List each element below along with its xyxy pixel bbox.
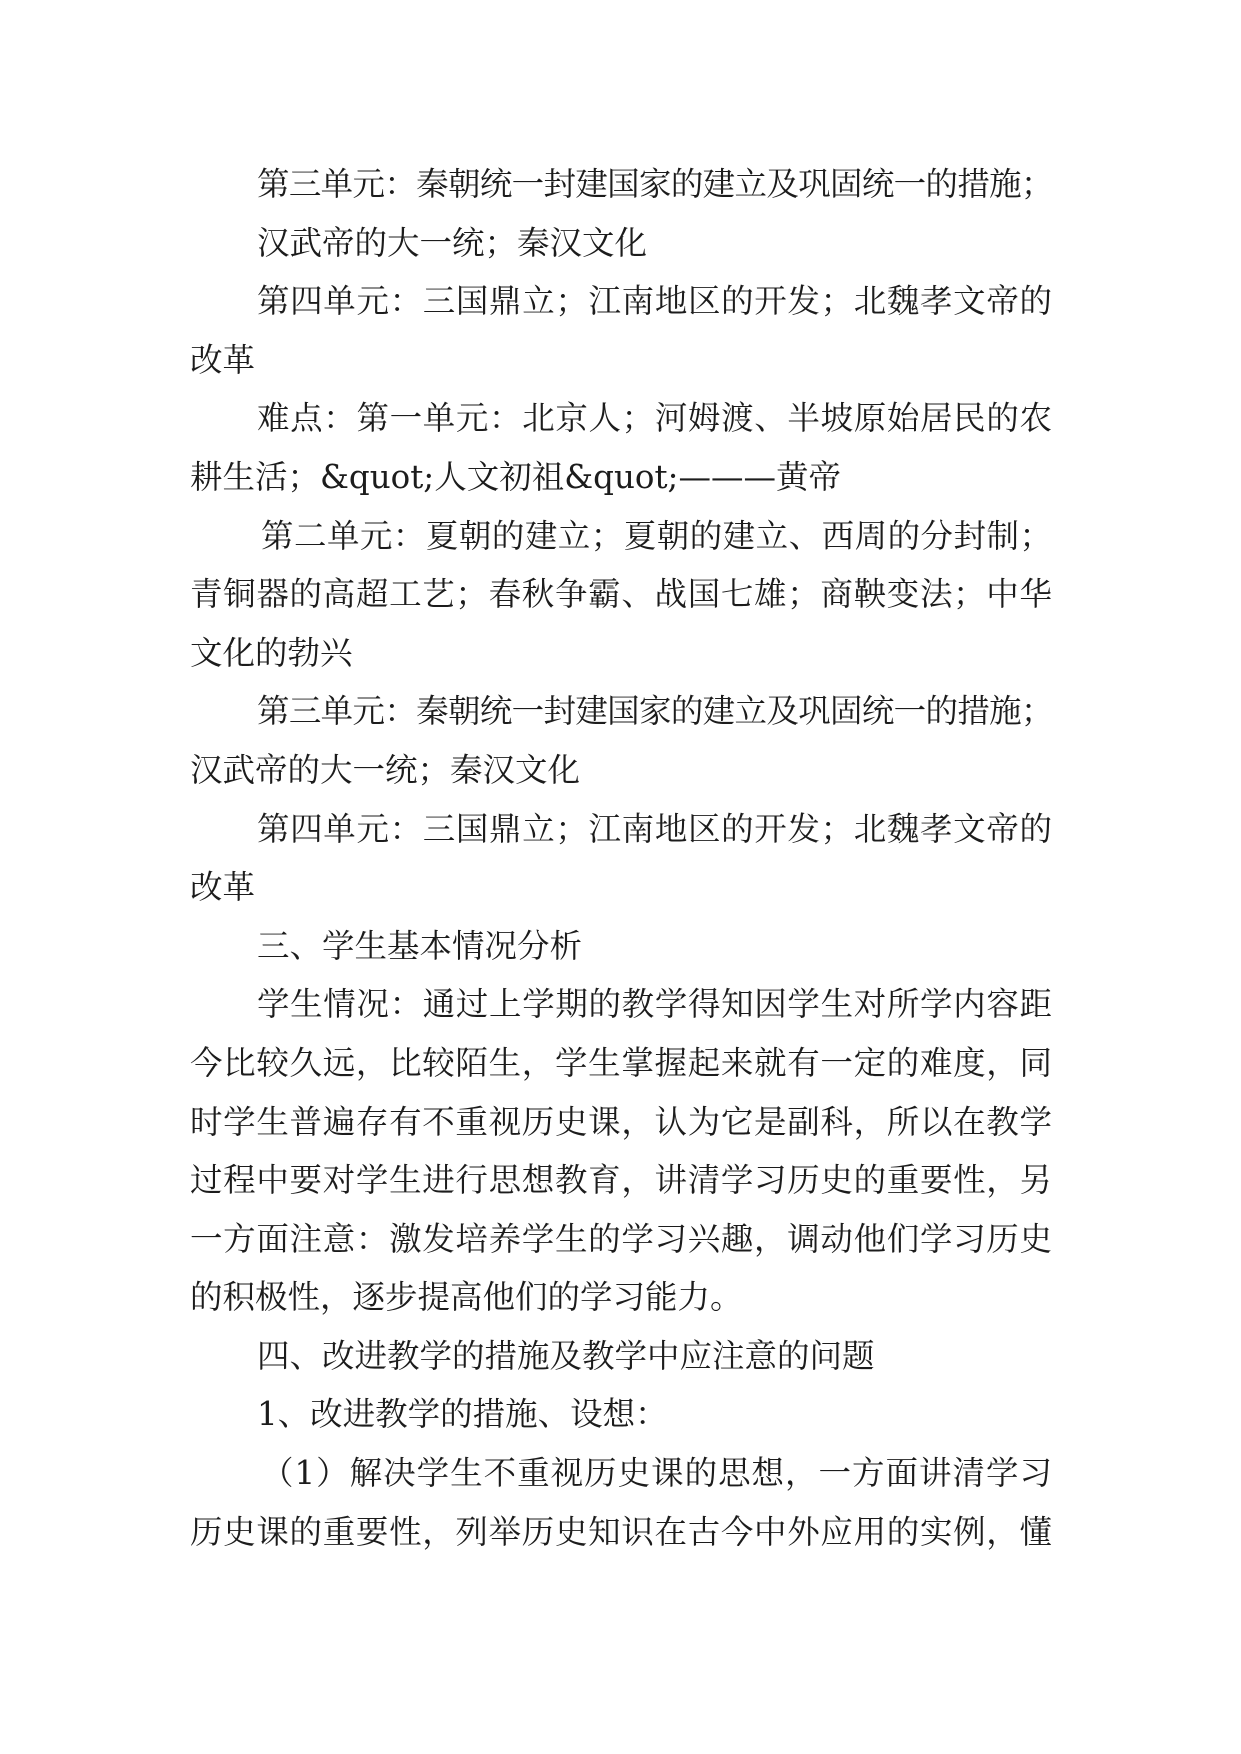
text-line: （1）解决学生不重视历史课的思想，一方面讲清学习 <box>261 1454 1052 1493</box>
text-line: 文化的勃兴 <box>190 633 353 672</box>
text-line: 汉武帝的大一统；秦汉文化 <box>257 223 648 262</box>
text-line: 今比较久远，比较陌生，学生掌握起来就有一定的难度，同 <box>190 1043 1052 1082</box>
paragraph-unit-three-repeat <box>190 682 1052 799</box>
text-line: 第四单元：三国鼎立；江南地区的开发；北魏孝文帝的 <box>257 282 1052 321</box>
paragraph-item-one <box>190 1444 1052 1561</box>
paragraph-student-situation <box>190 975 1052 1327</box>
paragraph-han-wudi <box>190 214 1052 273</box>
text-line: 过程中要对学生进行思想教育，讲清学习历史的重要性，另 <box>190 1161 1052 1200</box>
section-heading: 四、改进教学的措施及教学中应注意的问题 <box>257 1336 875 1375</box>
text-line: 汉武帝的大一统；秦汉文化 <box>190 750 581 789</box>
text-line: 时学生普遍存有不重视历史课，认为它是副科，所以在教学 <box>190 1102 1052 1141</box>
text-line: 改革 <box>190 340 256 379</box>
section-heading-student-analysis <box>190 917 1052 976</box>
paragraph-unit-four <box>190 272 1052 389</box>
text-line: 青铜器的高超工艺；春秋争霸、战国七雄；商鞅变法；中华 <box>190 575 1052 614</box>
text-line: 耕生活；&quot;人文初祖&quot;———黄帝 <box>190 457 841 496</box>
subsection-heading: 1、改进教学的措施、设想： <box>257 1395 668 1434</box>
document-body <box>190 155 1052 1561</box>
section-heading: 三、学生基本情况分析 <box>257 926 583 965</box>
text-line: 改革 <box>190 868 256 907</box>
text-line: 的积极性，逐步提高他们的学习能力。 <box>190 1278 743 1317</box>
text-line: 第二单元：夏朝的建立；夏朝的建立、西周的分封制； <box>261 516 1052 555</box>
paragraph-unit-four-repeat <box>190 800 1052 917</box>
text-line: 难点：第一单元：北京人；河姆渡、半坡原始居民的农 <box>257 399 1052 438</box>
text-line: 一方面注意：激发培养学生的学习兴趣，调动他们学习历史 <box>190 1219 1052 1258</box>
subsection-heading-improvements <box>190 1385 1052 1444</box>
paragraph-unit-two <box>190 507 1052 683</box>
text-line: 学生情况：通过上学期的教学得知因学生对所学内容距 <box>257 985 1052 1024</box>
section-heading-teaching-measures <box>190 1327 1052 1386</box>
text-line: 历史课的重要性，列举历史知识在古今中外应用的实例，懂 <box>190 1512 1052 1551</box>
paragraph-unit-three <box>190 155 1052 214</box>
text-line: 第四单元：三国鼎立；江南地区的开发；北魏孝文帝的 <box>257 809 1052 848</box>
paragraph-difficulties <box>190 389 1052 506</box>
text-line: 第三单元：秦朝统一封建国家的建立及巩固统一的措施； <box>257 165 1052 203</box>
text-line: 第三单元：秦朝统一封建国家的建立及巩固统一的措施； <box>257 692 1052 731</box>
